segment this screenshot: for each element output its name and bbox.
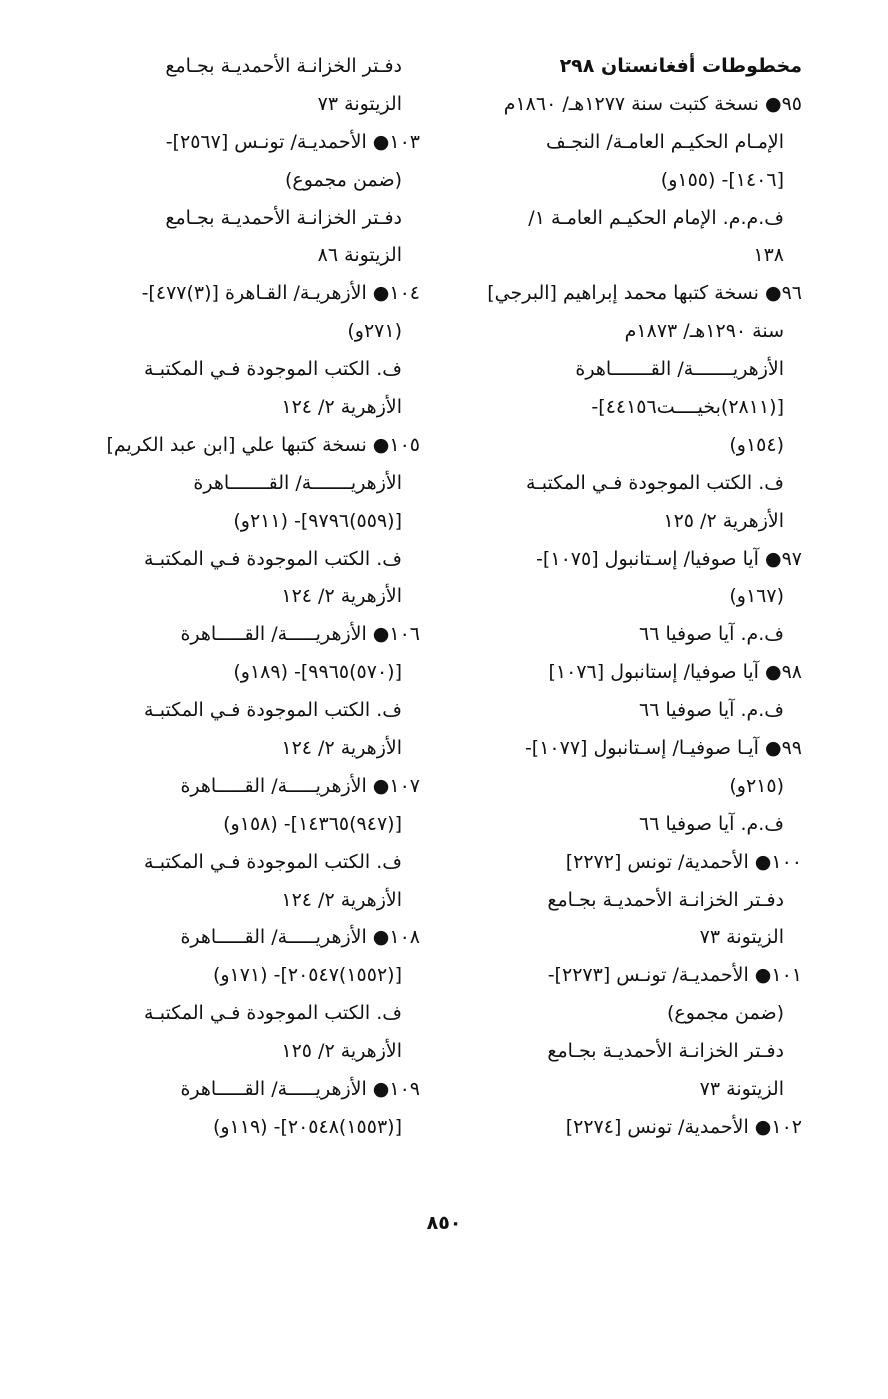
left-column-detail-line: [(٩٤٧)١٤٣٦٥]- (١٥٨و) — [223, 812, 402, 835]
right-column-detail-line: الإمـام الحكيـم العامـة/ النجـف — [546, 130, 784, 153]
right-column-detail-line: ف.م. آيا صوفيا ٦٦ — [639, 699, 784, 722]
right-column-detail-line: الزيتونة ٧٣ — [699, 926, 784, 949]
right-column-entry-line: ١٠٠● الأحمدية/ تونس [٢٢٧٢] — [565, 850, 802, 873]
left-column-detail-line: ف. الكتب الموجودة فـي المكتبـة — [144, 850, 402, 873]
page-number: ٨٥٠ — [426, 1212, 462, 1234]
right-column-detail-line: ١٣٨ — [753, 244, 784, 267]
left-column-detail-line: (٢٧١و) — [347, 320, 402, 343]
left-column-detail-line: الأزهرية ٢/ ١٢٥ — [281, 1040, 402, 1063]
right-column-detail-line: ف.م.م. الإمام الحكيـم العامـة ١/ — [528, 206, 784, 229]
right-column-entry-line: ٩٦● نسخة كتبها محمد إبراهيم [البرجي] — [487, 282, 802, 305]
right-column-entry-line: ١٠٢● الأحمدية/ تونس [٢٢٧٤] — [565, 1115, 802, 1138]
right-column-detail-line: دفـتر الخزانـة الأحمديـة بجـامع — [547, 888, 784, 911]
left-column-detail-line: ف. الكتب الموجودة فـي المكتبـة — [144, 547, 402, 570]
right-column-entry-line: ٩٩● آيـا صوفيـا/ إسـتانبول [١٠٧٧]- — [524, 737, 802, 760]
left-column-detail-line: الأزهرية ٢/ ١٢٤ — [281, 396, 402, 419]
left-column-detail-line: الأزهريـــــــة/ القـــــــاهرة — [193, 471, 402, 494]
left-column-entry-line: ١٠٥● نسخة كتبها علي [ابن عبد الكريم] — [106, 433, 420, 456]
right-column-detail-line: [١٤٠٦]- (١٥٥و) — [660, 168, 784, 191]
left-column-detail-line: [(٥٥٩)٩٧٩٦]- (٢١١و) — [233, 509, 402, 532]
right-column-detail-line: ف.م. آيا صوفيا ٦٦ — [639, 812, 784, 835]
running-header: مخطوطات أفغانستان ٢٩٨ — [559, 55, 802, 77]
left-column-detail-line: (ضمن مجموع) — [284, 168, 402, 191]
left-column-detail-line: الزيتونة ٧٣ — [317, 92, 402, 115]
left-column-entry-line: ١٠٤● الأزهريـة/ القـاهرة [(٣)٤٧٧]- — [141, 282, 420, 305]
left-column-detail-line: ف. الكتب الموجودة فـي المكتبـة — [144, 1002, 402, 1025]
right-column-detail-line: سنة ١٢٩٠هـ/ ١٨٧٣م — [624, 320, 784, 343]
right-column-detail-line: (١٥٤و) — [729, 433, 784, 456]
left-column-detail-line: [(١٥٥٢)٢٠٥٤٧]- (١٧١و) — [212, 964, 402, 987]
left-column-detail-line: دفـتر الخزانـة الأحمديـة بجـامع — [165, 206, 402, 229]
left-column-detail-line: ف. الكتب الموجودة فـي المكتبـة — [144, 699, 402, 722]
left-column-entry-line: ١٠٩● الأزهريـــــة/ القـــــاهرة — [180, 1078, 420, 1101]
right-column-detail-line: الزيتونة ٧٣ — [699, 1078, 784, 1101]
left-column — [80, 48, 420, 1147]
right-column-detail-line: ف. الكتب الموجودة فـي المكتبـة — [526, 471, 784, 494]
left-column-entry-line: ١٠٦● الأزهريـــــة/ القـــــاهرة — [180, 623, 420, 646]
left-column-detail-line: [(٥٧٠)٩٩٦٥]- (١٨٩و) — [233, 661, 402, 684]
left-column-entry-line: ١٠٧● الأزهريـــــة/ القـــــاهرة — [180, 774, 420, 797]
left-column-detail-line: [(١٥٥٣)٢٠٥٤٨]- (١١٩و) — [212, 1115, 402, 1138]
left-column-detail-line: الأزهرية ٢/ ١٢٤ — [281, 737, 402, 760]
right-column-entry-line: ٩٥● نسخة كتبت سنة ١٢٧٧هـ/ ١٨٦٠م — [503, 92, 802, 115]
left-column-detail-line: الزيتونة ٨٦ — [317, 244, 402, 267]
right-column-detail-line: الأزهرية ٢/ ١٢٥ — [663, 509, 784, 532]
right-column-entry-line: ٩٨● آيا صوفيا/ إستانبول [١٠٧٦] — [548, 661, 802, 684]
right-column-detail-line: ف.م. آيا صوفيا ٦٦ — [639, 623, 784, 646]
right-column-detail-line: (١٦٧و) — [729, 585, 784, 608]
right-column-entry-line: ١٠١● الأحمديـة/ تونـس [٢٢٧٣]- — [547, 964, 802, 987]
right-column-entry-line: ٩٧● آيا صوفيا/ إسـتانبول [١٠٧٥]- — [536, 547, 802, 570]
right-column-detail-line: [(٢٨١١)بخيــــت٤٤١٥٦]- — [591, 396, 784, 419]
left-column-entry-line: ١٠٨● الأزهريـــــة/ القـــــاهرة — [180, 926, 420, 949]
right-column-detail-line: (٢١٥و) — [729, 774, 784, 797]
right-column-detail-line: الأزهريـــــــة/ القـــــــاهرة — [575, 358, 784, 381]
left-column-detail-line: الأزهرية ٢/ ١٢٤ — [281, 888, 402, 911]
right-column-detail-line: دفـتر الخزانـة الأحمديـة بجـامع — [547, 1040, 784, 1063]
left-column-entry-line: ١٠٣● الأحمديـة/ تونـس [٢٥٦٧]- — [165, 130, 420, 153]
left-column-detail-line: الأزهرية ٢/ ١٢٤ — [281, 585, 402, 608]
left-column-detail-line: دفـتر الخزانـة الأحمديـة بجـامع — [165, 55, 402, 77]
right-column — [462, 48, 802, 1147]
left-column-detail-line: ف. الكتب الموجودة فـي المكتبـة — [144, 358, 402, 381]
right-column-detail-line: (ضمن مجموع) — [666, 1002, 784, 1025]
